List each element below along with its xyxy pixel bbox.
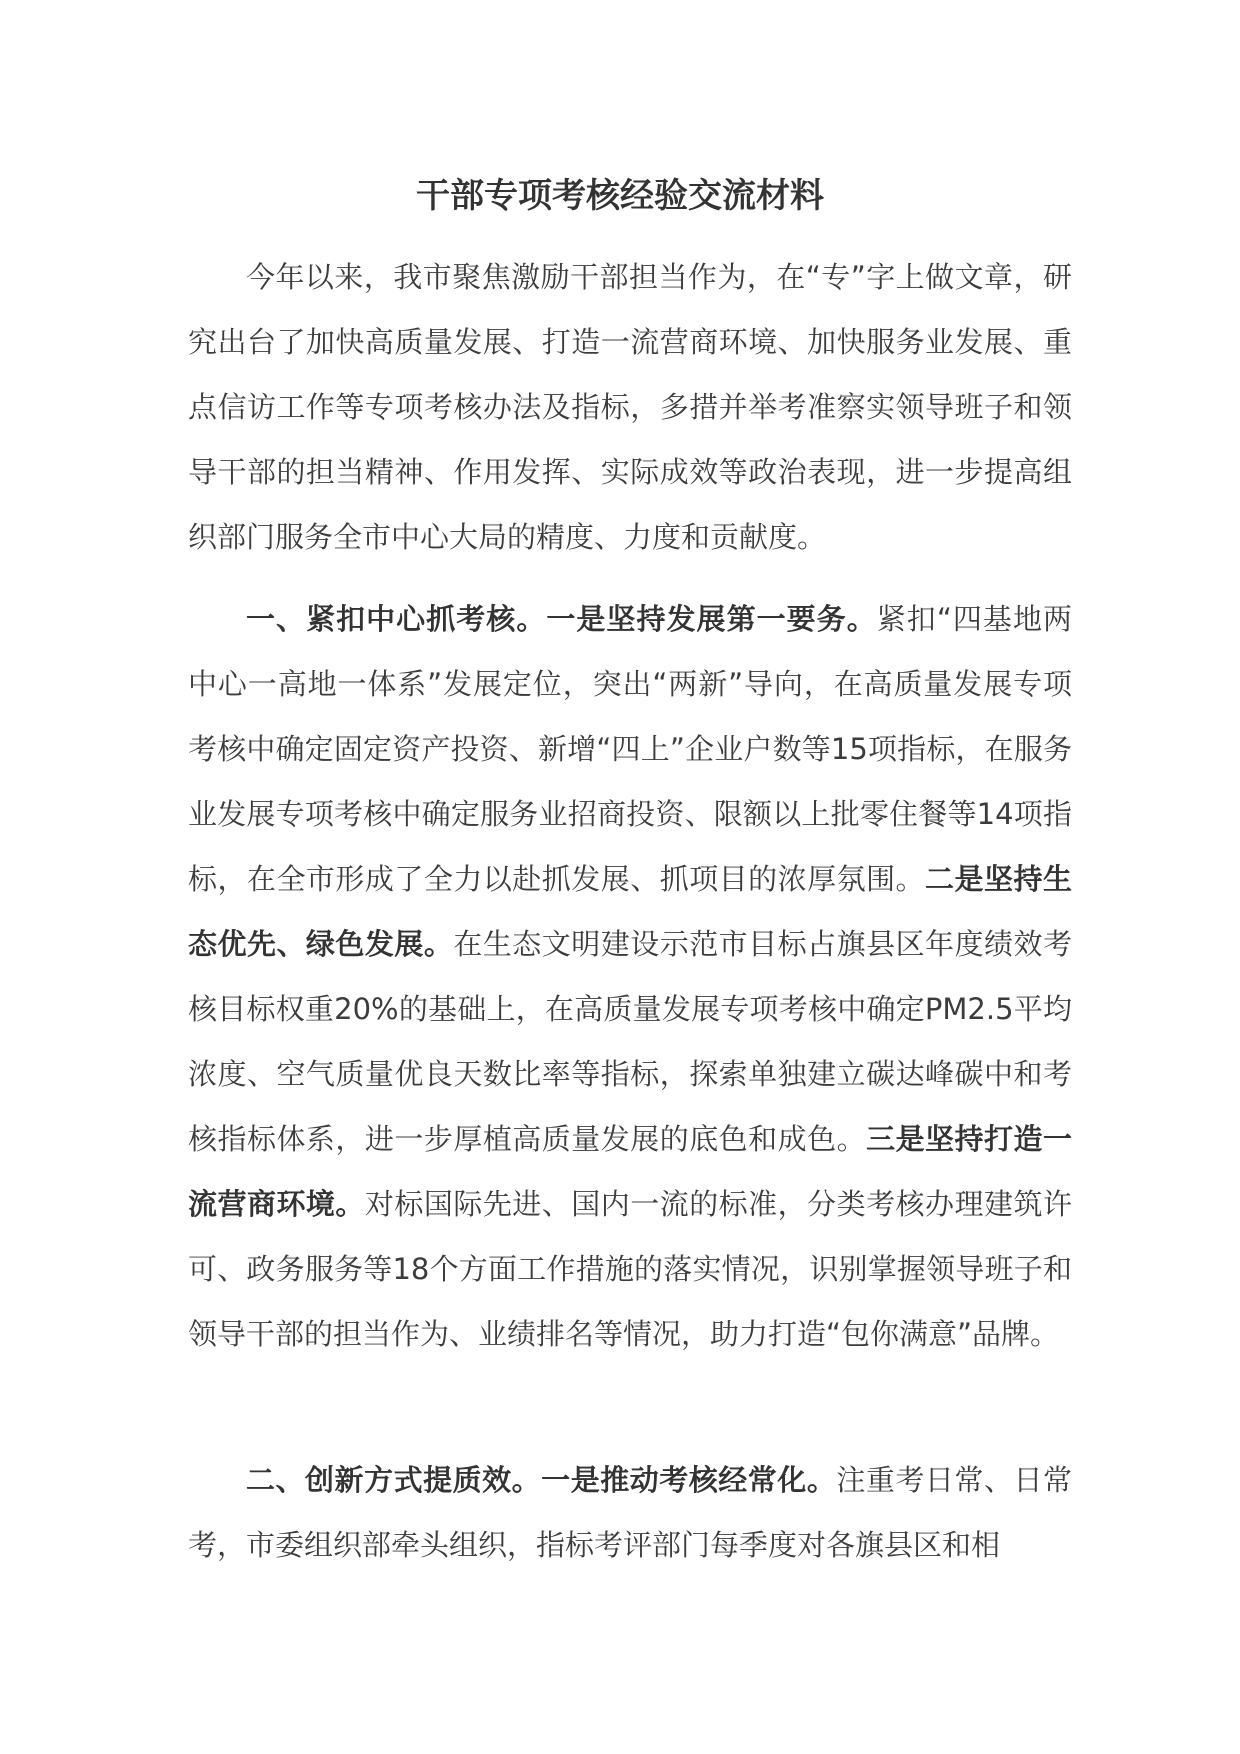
section-1-point-3-text: 对标国际先进、国内一流的标准，分类考核办理建筑许可、政务服务等18个方面工作措施的落实情况，识别掌握领导班子和领导干部的担当作为、业绩排名等情况，助力打造“包你满意”品牌。 bbox=[188, 1187, 1072, 1351]
section-2-point-1-text: 注重考日常、日常考，市委组织部牵头组织，指标考评部门每季度对各旗县区和相 bbox=[188, 1463, 1072, 1562]
section-1-point-2-heading: 二是坚持生态优先、绿色发展。 bbox=[188, 862, 1072, 961]
section-2-paragraph bbox=[188, 1448, 1072, 1578]
section-1-paragraph bbox=[188, 587, 1072, 1367]
section-1-point-1-text: 紧扣“四基地两中心一高地一体系”发展定位，突出“两新”导向，在高质量发展专项考核中确定固定资产投资、新增“四上”企业户数等15项指标，在服务业发展专项考核中确定服务业招商投资、限额以上批零住餐等14项指标，在全市形成了全力以赴抓发展、抓项目的浓厚氛围。 bbox=[188, 602, 1072, 896]
section-1-point-2-text: 在生态文明建设示范市目标占旗县区年度绩效考核目标权重20%的基础上，在高质量发展专项考核中确定PM2.5平均浓度、空气质量优良天数比率等指标，探索单独建立碳达峰碳中和考核指标体系，进一步厚植高质量发展的底色和成色。 bbox=[188, 927, 1072, 1156]
intro-paragraph: 今年以来，我市聚焦激励干部担当作为，在“专”字上做文章，研究出台了加快高质量发展、打造一流营商环境、加快服务业发展、重点信访工作等专项考核办法及指标，多措并举考准察实领导班子和领导干部的担当精神、作用发挥、实际成效等政治表现，进一步提高组织部门服务全市中心大局的精度、力度和贡献度。 bbox=[188, 260, 1072, 554]
section-2-heading: 二、创新方式提质效。 bbox=[246, 1463, 542, 1497]
section-1-heading: 一、紧扣中心抓考核。 bbox=[246, 602, 547, 636]
section-2-point-1-heading: 一是推动考核经常化。 bbox=[541, 1463, 837, 1497]
section-1-point-3-heading: 三是坚持打造一流营商环境。 bbox=[188, 1122, 1072, 1221]
document-title: 干部专项考核经验交流材料 bbox=[416, 176, 824, 216]
section-1-point-1-heading: 一是坚持发展第一要务。 bbox=[546, 602, 877, 636]
